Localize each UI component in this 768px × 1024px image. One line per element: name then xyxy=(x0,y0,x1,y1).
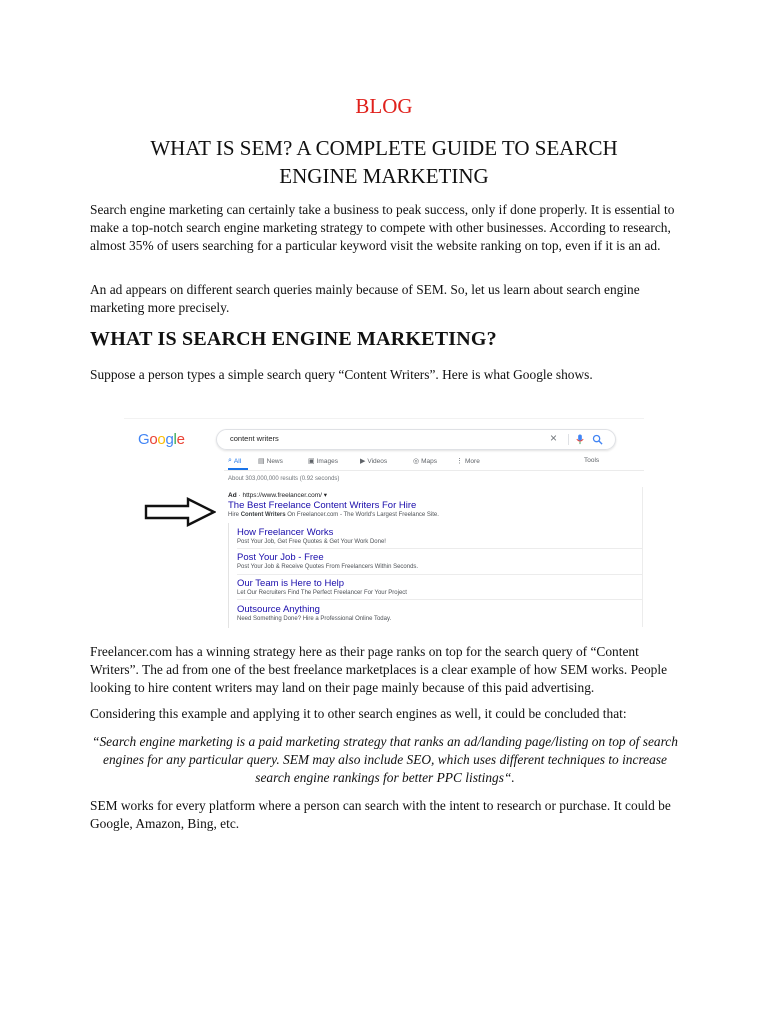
blog-label: BLOG xyxy=(355,94,413,118)
ad-paragraph: An ad appears on different search queries mainly because of SEM. So, let us learn about search engine marketing more precisely. xyxy=(90,282,640,315)
ad-title-link[interactable]: The Best Freelance Content Writers For Hire xyxy=(228,500,417,511)
search-divider xyxy=(568,434,569,445)
definition-quote: “Search engine marketing is a paid marketing strategy that ranks an ad/landing page/listing on top of search engines for any particular query. SEM may also include SEO, which uses different techniques to increase search engine rankings for better PPC listings“. xyxy=(92,734,678,785)
sitelink-description: Need Something Done? Hire a Professional Online Today. xyxy=(237,616,392,622)
results-count: About 303,000,000 results (0.92 seconds) xyxy=(228,476,340,482)
tab-tools[interactable]: Tools xyxy=(584,457,600,464)
search-icon[interactable] xyxy=(592,434,603,445)
sitelink[interactable] xyxy=(237,604,391,622)
conclusion-lead: Considering this example and applying it to other search engines as well, it could be concluded that: xyxy=(90,706,627,721)
more-icon: ⋮ xyxy=(456,458,463,465)
sitelinks-border xyxy=(228,523,229,628)
sitelink-title[interactable]: Our Team is Here to Help xyxy=(237,578,345,589)
search-tabs xyxy=(228,457,638,469)
tab-all[interactable]: ⌕ All xyxy=(228,457,242,465)
video-icon: ▶ xyxy=(360,458,366,465)
news-icon: ▤ xyxy=(258,458,265,465)
sitelink[interactable] xyxy=(237,527,386,545)
sitelink-title[interactable]: Outsource Anything xyxy=(237,604,320,615)
tab-more[interactable]: ⋮ More xyxy=(456,457,480,465)
tab-news[interactable]: ▤ News xyxy=(258,457,283,465)
image-icon: ▣ xyxy=(308,458,315,465)
sitelink-title[interactable]: How Freelancer Works xyxy=(237,527,334,538)
ad-url[interactable]: https://www.freelancer.com/ xyxy=(242,492,322,499)
tab-images[interactable]: ▣ Images xyxy=(308,457,338,465)
sitelink[interactable] xyxy=(237,552,418,570)
right-arrow-icon xyxy=(144,497,216,527)
page-title: WHAT IS SEM? A COMPLETE GUIDE TO SEARCH ENGINE MARKETING xyxy=(150,136,618,188)
google-logo: Google xyxy=(138,431,185,448)
search-icon: ⌕ xyxy=(228,457,232,464)
sitelink-description: Let Our Recruiters Find The Perfect Freelancer For Your Project xyxy=(237,590,407,596)
ad-badge: Ad xyxy=(228,492,237,499)
tab-videos[interactable]: ▶ Videos xyxy=(360,457,388,465)
section-heading: WHAT IS SEARCH ENGINE MARKETING? xyxy=(90,328,497,350)
microphone-icon[interactable] xyxy=(575,434,585,445)
ad-source-line: Ad · https://www.freelancer.com/ ▾ xyxy=(228,492,328,499)
google-results-screenshot xyxy=(124,418,644,631)
intro-paragraph: Search engine marketing can certainly take a business to peak success, only if done properly. It is essential to make a top-notch search engine marketing strategy to compete with other businesses. According to research, almost 35% of users searching for a particular keyword visit the website ranking on top, even if it is an ad. xyxy=(90,202,675,253)
ad-description: Hire Content Writers On Freelancer.com - The World's Largest Freelance Site. xyxy=(228,512,439,518)
sitelink-divider xyxy=(237,548,642,549)
sitelink-title[interactable]: Post Your Job - Free xyxy=(237,552,324,563)
chevron-down-icon[interactable]: ▾ xyxy=(323,492,328,499)
sitelink-description: Post Your Job & Receive Quotes From Freelancers Within Seconds. xyxy=(237,564,419,570)
freelancer-paragraph: Freelancer.com has a winning strategy here as their page ranks on top for the search query of “Content Writers”. The ad from one of the best freelance marketplaces is a clear example of how SEM works. People looking to hire content writers may land on their page mainly because of this paid advertising. xyxy=(90,644,668,695)
clear-icon[interactable]: × xyxy=(549,431,557,445)
tab-maps[interactable]: ◎ Maps xyxy=(413,457,438,465)
ad-card-edge xyxy=(642,487,643,627)
platforms-paragraph: SEM works for every platform where a person can search with the intent to research or purchase. It could be Google, Amazon, Bing, etc. xyxy=(90,798,671,831)
sitelink-description: Post Your Job, Get Free Quotes & Get Your Work Done! xyxy=(237,539,386,545)
map-pin-icon: ◎ xyxy=(413,458,420,465)
sitelink-divider xyxy=(237,599,642,600)
example-paragraph: Suppose a person types a simple search query “Content Writers”. Here is what Google shows. xyxy=(90,367,593,382)
tabs-divider xyxy=(224,470,644,471)
sitelink-divider xyxy=(237,574,642,575)
sitelink[interactable] xyxy=(237,578,407,596)
search-bar[interactable] xyxy=(216,429,616,450)
search-query: content writers xyxy=(230,434,279,443)
